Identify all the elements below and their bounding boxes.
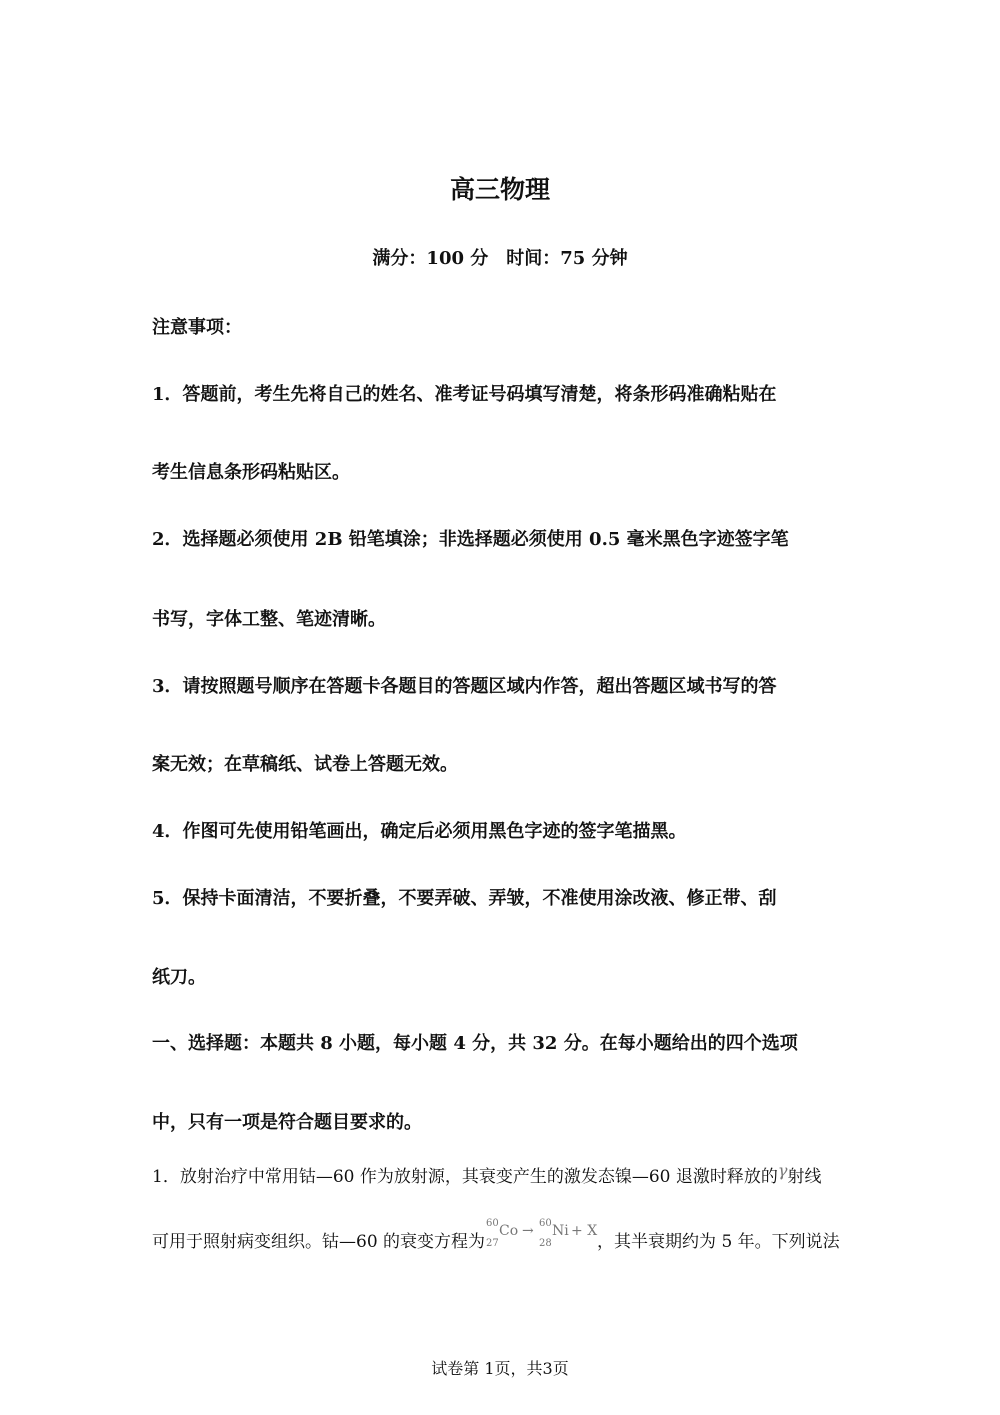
section-heading-line-2: 中，只有一项是符合题目要求的。 xyxy=(152,1112,422,1133)
question-1-text-tail: 射线 xyxy=(787,1167,822,1187)
co-mass-number: 60 xyxy=(486,1218,499,1229)
notice-heading: 注意事项： xyxy=(152,317,242,338)
question-1-text-2-tail: ，其半衰期约为 5 年。下列说法 xyxy=(597,1232,840,1252)
question-1-line-1 xyxy=(152,1162,821,1187)
arrow-icon: → xyxy=(522,1223,534,1239)
question-1-line-2 xyxy=(152,1218,840,1255)
page-footer: 试卷第 1页，共3页 xyxy=(431,1359,569,1378)
notice-line-7: 4．作图可先使用铅笔画出，确定后必须用黑色字迹的签字笔描黑。 xyxy=(152,821,687,842)
notice-line-4: 书写，字体工整、笔迹清晰。 xyxy=(152,609,386,630)
ni-symbol: Ni xyxy=(552,1223,569,1239)
notice-line-2: 考生信息条形码粘贴区。 xyxy=(152,462,350,483)
notice-line-1: 1．答题前，考生先将自己的姓名、准考证号码填写清楚，将条形码准确粘贴在 xyxy=(152,384,777,405)
gamma-symbol: γ xyxy=(777,1161,788,1180)
section-heading-line-1: 一、选择题：本题共 8 小题，每小题 4 分，共 32 分。在每小题给出的四个选项 xyxy=(152,1033,798,1054)
decay-equation xyxy=(485,1218,598,1255)
co-atomic-number: 27 xyxy=(486,1238,499,1249)
exam-info: 满分：100 分 时间：75 分钟 xyxy=(372,248,628,269)
ni-atomic-number: 28 xyxy=(539,1238,552,1249)
notice-line-8: 5．保持卡面清洁，不要折叠，不要弄破、弄皱，不准使用涂改液、修正带、刮 xyxy=(152,888,777,909)
ni-mass-number: 60 xyxy=(539,1218,552,1229)
page-title: 高三物理 xyxy=(449,175,550,204)
co-symbol: Co xyxy=(499,1223,519,1239)
question-1-text: 1．放射治疗中常用钴—60 作为放射源，其衰变产生的激发态镍—60 退激时释放的 xyxy=(152,1167,778,1187)
notice-line-6: 案无效；在草稿纸、试卷上答题无效。 xyxy=(152,754,458,775)
notice-line-5: 3．请按照题号顺序在答题卡各题目的答题区域内作答，超出答题区域书写的答 xyxy=(152,676,777,697)
notice-line-3: 2．选择题必须使用 2B 铅笔填涂；非选择题必须使用 0.5 毫米黑色字迹签字笔 xyxy=(152,529,789,550)
notice-line-9: 纸刀。 xyxy=(152,967,206,988)
question-1-text-2: 可用于照射病变组织。钴—60 的衰变方程为 xyxy=(152,1232,486,1252)
plus-x: + X xyxy=(571,1223,598,1239)
